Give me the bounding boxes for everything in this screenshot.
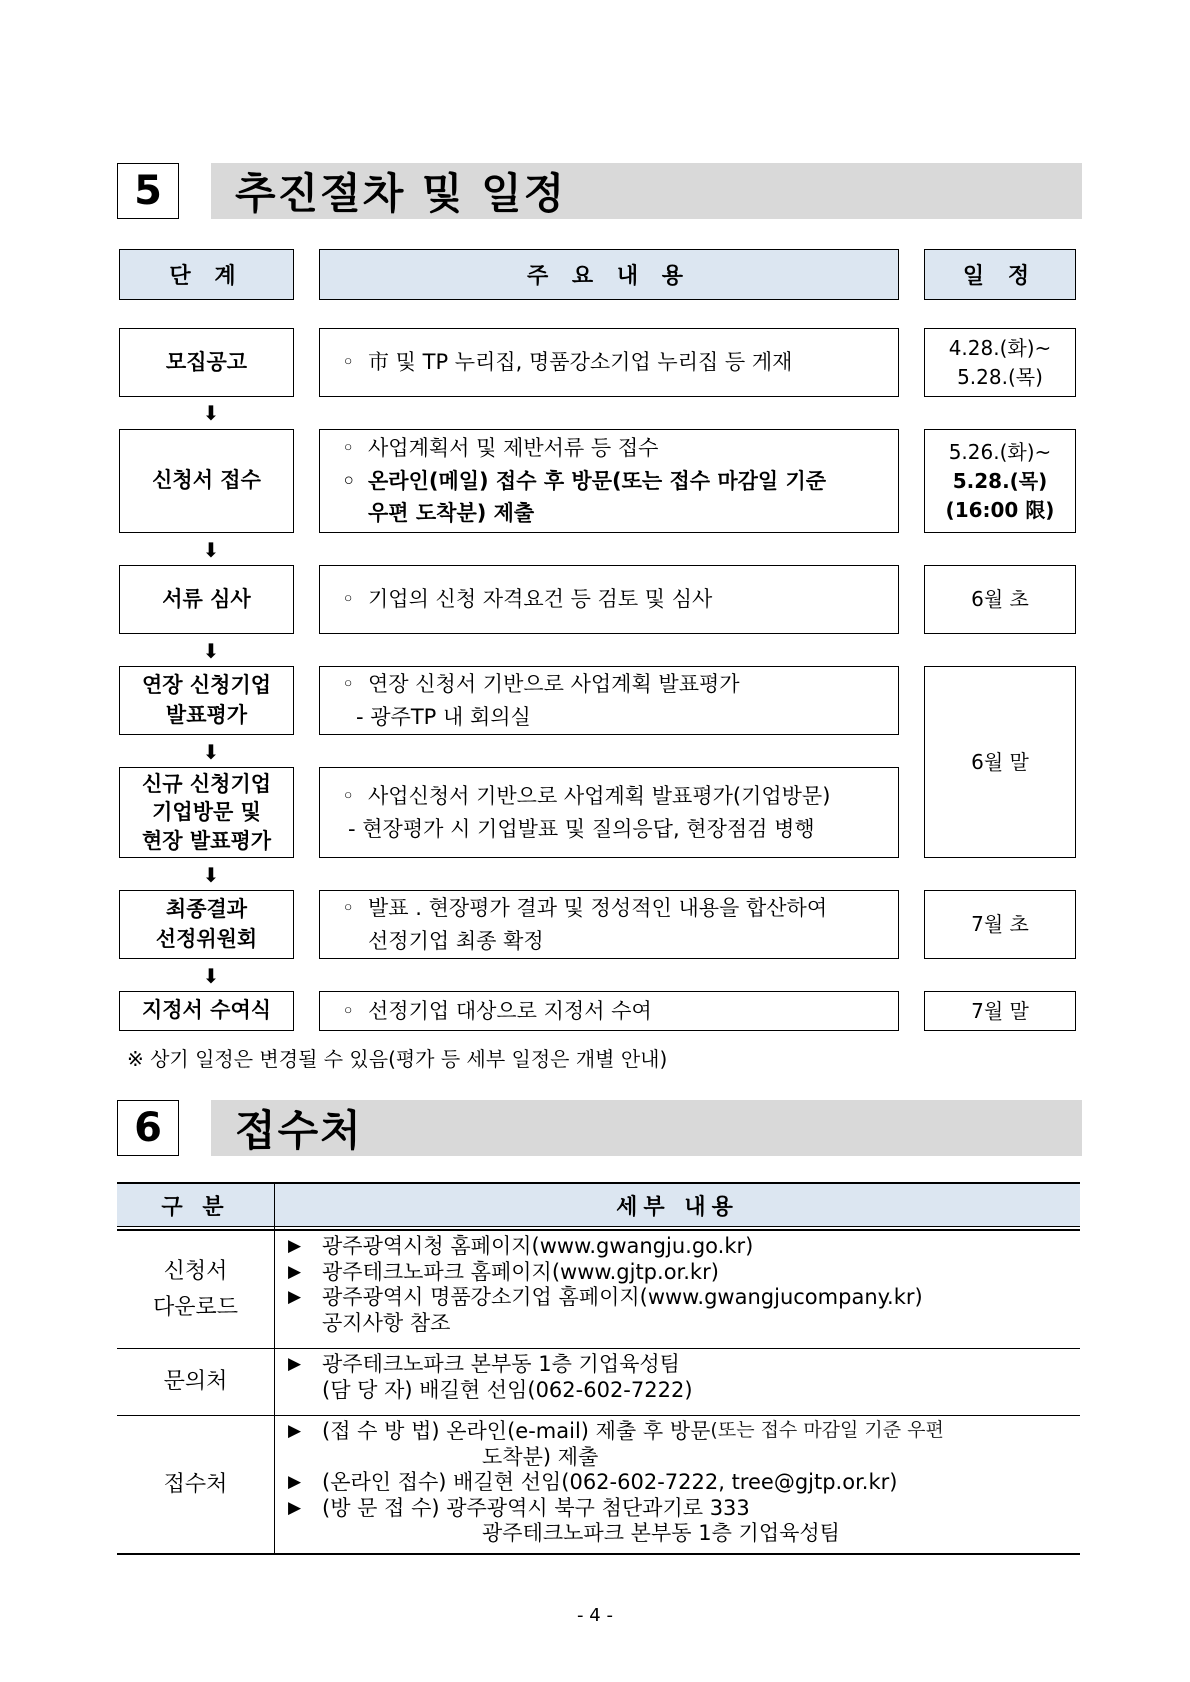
section-5-title: 추진절차 및 일정	[211, 163, 1082, 219]
content-document-review: ◦ 기업의 신청 자격요건 등 검토 및 심사	[319, 565, 899, 634]
stage-document-review: 서류 심사	[119, 565, 294, 634]
header-content: 주 요 내 용	[319, 249, 899, 300]
content-extension-presentation: ◦ 연장 신청서 기반으로 사업계획 발표평가 - 광주TP 내 회의실	[319, 666, 899, 735]
header-schedule: 일 정	[924, 249, 1076, 300]
content-inquiry: ▶ 광주테크노파크 본부동 1층 기업육성팀 (담 당 자) 배길현 선임(062-602-7222)	[288, 1352, 693, 1402]
arrow-down-icon: ⬇	[202, 863, 220, 887]
section-6-title: 접수처	[211, 1100, 1082, 1156]
content-form-download: ▶ 광주광역시청 홈페이지(www.gwangju.go.kr) ▶ 광주테크노파크 홈페이지(www.gjtp.or.kr) ▶ 광주광역시 명품강소기업 홈페이지(www.gwangjucompany.kr) 공지사항 참조	[288, 1234, 923, 1335]
header-stage: 단 계	[119, 249, 294, 300]
label-reception: 접수처	[163, 1471, 228, 1497]
page-number: - 4 -	[577, 1605, 613, 1626]
schedule-selection-committee: 7월 초	[924, 890, 1076, 959]
arrow-down-icon: ⬇	[202, 401, 220, 425]
schedule-note: ※ 상기 일정은 변경될 수 있음(평가 등 세부 일정은 개별 안내)	[127, 1047, 668, 1071]
stage-new-company-visit: 신규 신청기업 기업방문 및 현장 발표평가	[119, 767, 294, 858]
schedule-application-receipt: 5.26.(화)~ 5.28.(목) (16:00 限)	[924, 429, 1076, 533]
label-form-download: 신청서 다운로드	[152, 1259, 238, 1320]
header-category: 구 분	[117, 1184, 274, 1226]
link-gwangju-city[interactable]: 광주광역시청 홈페이지(www.gwangju.go.kr)	[322, 1234, 754, 1258]
header-detail: 세부 내용	[275, 1184, 1080, 1226]
schedule-document-review: 6월 초	[924, 565, 1076, 634]
stage-application-receipt: 신청서 접수	[119, 429, 294, 533]
section-6-number: 6	[117, 1100, 179, 1156]
content-selection-committee: ◦ 발표 . 현장평가 결과 및 정성적인 내용을 합산하여 선정기업 최종 확정	[319, 890, 899, 959]
content-award-ceremony: ◦ 선정기업 대상으로 지정서 수여	[319, 991, 899, 1031]
arrow-down-icon: ⬇	[202, 964, 220, 988]
stage-selection-committee: 최종결과 선정위원회	[119, 890, 294, 959]
schedule-recruitment-notice: 4.28.(화)~ 5.28.(목)	[924, 328, 1076, 397]
schedule-evaluation: 6월 말	[924, 666, 1076, 858]
stage-recruitment-notice: 모집공고	[119, 328, 294, 397]
section-5-number: 5	[117, 163, 179, 219]
content-application-receipt: ◦ 사업계획서 및 제반서류 등 접수 ◦ 온라인(메일) 접수 후 방문(또는 접수 마감일 기준 우편 도착분) 제출	[319, 429, 899, 533]
content-recruitment-notice: ◦ 市 및 TP 누리집, 명품강소기업 누리집 등 게재	[319, 328, 899, 397]
label-inquiry: 문의처	[163, 1369, 228, 1395]
schedule-award-ceremony: 7월 말	[924, 991, 1076, 1031]
arrow-down-icon: ⬇	[202, 639, 220, 663]
link-gwangju-company[interactable]: 광주광역시 명품강소기업 홈페이지(www.gwangjucompany.kr)	[322, 1285, 923, 1310]
arrow-down-icon: ⬇	[202, 740, 220, 764]
stage-award-ceremony: 지정서 수여식	[119, 991, 294, 1031]
content-reception: ▶ (접 수 방 법) 온라인(e-mail) 제출 후 방문 (또는 접수 마감일 기준 우편 도착분) 제출 ▶ (온라인 접수) 배길현 선임(062-602-7222, tree@gjtp.or.kr) ▶ (방 문 접 수) 광주광역시 북구 첨단과기로 333 광주테크노파크 본부동 1층 기업육성팀	[288, 1419, 944, 1546]
content-new-company-visit: ◦ 사업신청서 기반으로 사업계획 발표평가(기업방문) - 현장평가 시 기업발표 및 질의응답, 현장점검 병행	[319, 767, 899, 858]
arrow-down-icon: ⬇	[202, 538, 220, 562]
link-gjtp[interactable]: 광주테크노파크 홈페이지(www.gjtp.or.kr)	[322, 1259, 719, 1284]
stage-extension-presentation: 연장 신청기업 발표평가	[119, 666, 294, 735]
